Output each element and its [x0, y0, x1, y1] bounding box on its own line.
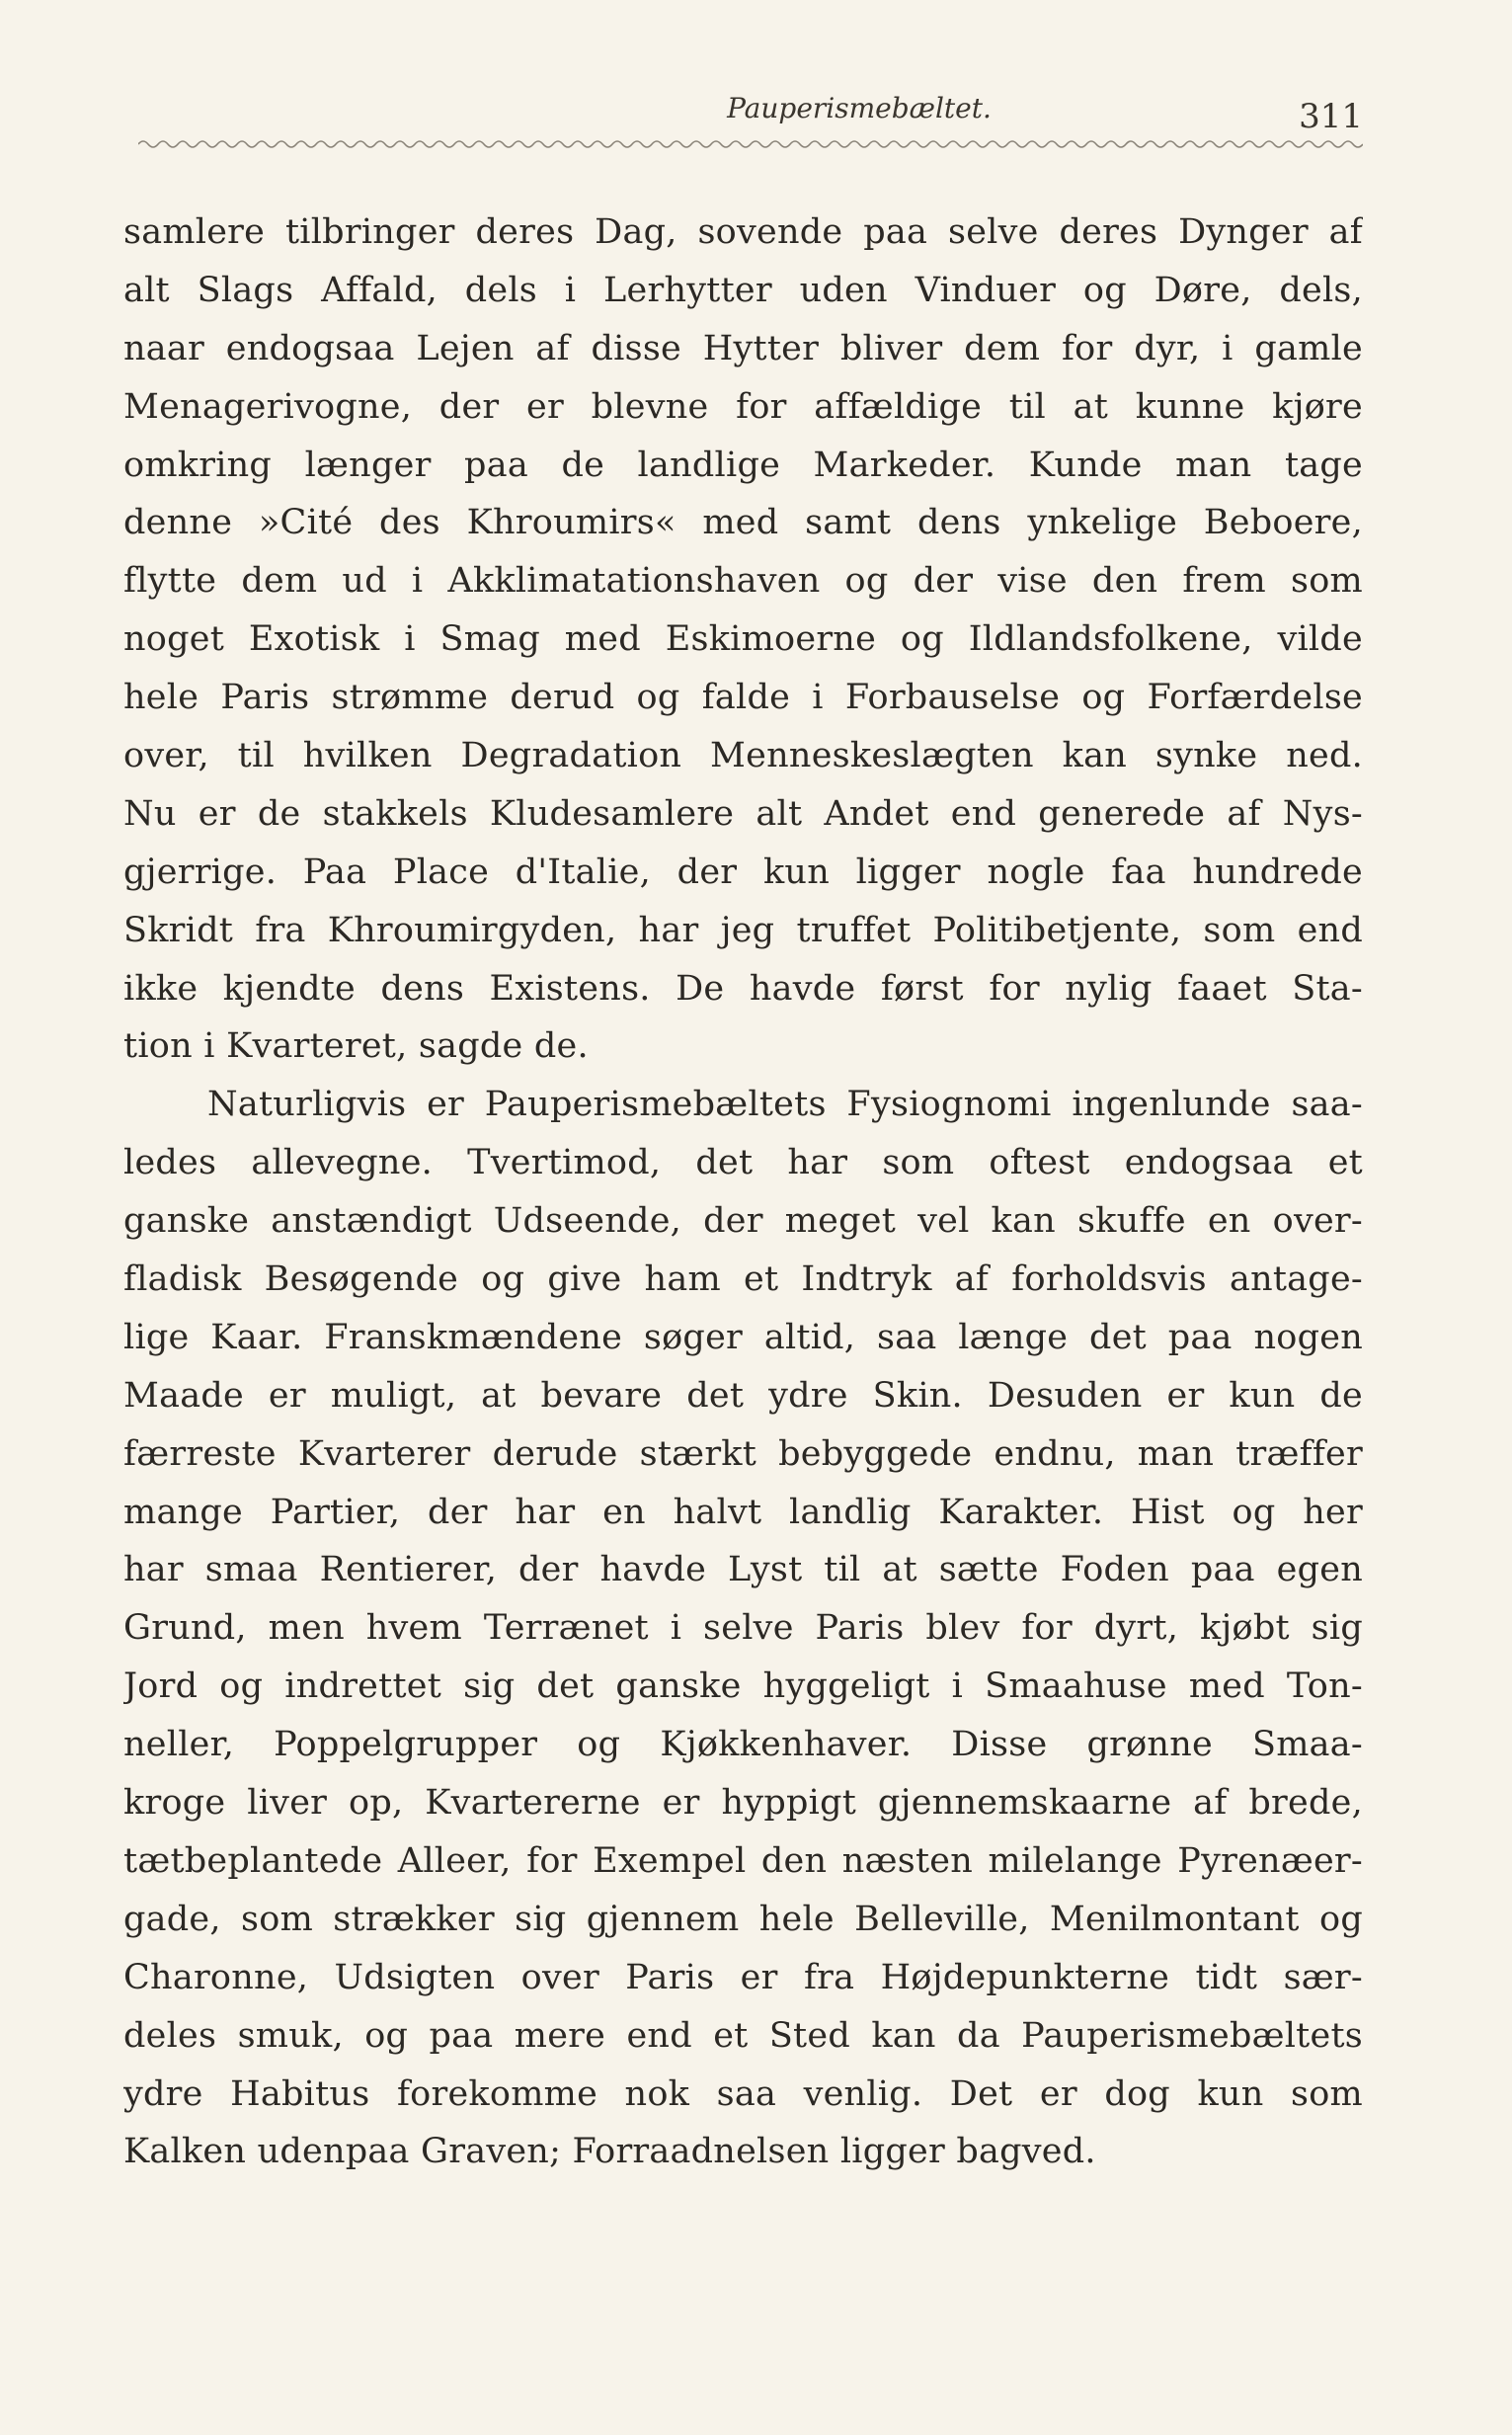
text-line: ganske anstændigt Udseende, der meget vel kan skuffe en over-	[123, 1201, 1363, 1242]
text-line: noget Exotisk i Smag med Eskimoerne og Ildlandsfolkene, vilde	[123, 619, 1363, 660]
text-line: naar endogsaa Lejen af disse Hytter bliver dem for dyr, i gamle	[123, 328, 1363, 368]
text-line: tætbeplantede Alleer, for Exempel den næsten milelange Pyrenæer-	[123, 1840, 1363, 1881]
body-text	[123, 203, 1363, 2181]
text-line: alt Slags Affald, dels i Lerhytter uden Vinduer og Døre, dels,	[123, 270, 1363, 310]
text-line: flytte dem ud i Akklimatationshaven og der vise den frem som	[123, 561, 1363, 602]
text-line: Menagerivogne, der er blevne for affældige til at kunne kjøre	[123, 386, 1363, 427]
text-line: færreste Kvarterer derude stærkt bebyggede endnu, man træffer	[123, 1433, 1363, 1474]
decorative-wavy-rule	[138, 138, 1363, 150]
text-line: Skridt fra Khroumirgyden, har jeg truffet Politibetjente, som end	[123, 910, 1363, 950]
text-line: ikke kjendte dens Existens. De havde først for nylig faaet Sta-	[123, 968, 1363, 1009]
running-title: Pauperismebæltet.	[727, 92, 992, 124]
text-line: over, til hvilken Degradation Menneskeslægten kan synke ned.	[123, 736, 1363, 776]
text-line: har smaa Rentierer, der havde Lyst til at sætte Foden paa egen	[123, 1550, 1363, 1590]
text-line: gjerrige. Paa Place d'Italie, der kun ligger nogle faa hundrede	[123, 852, 1363, 892]
text-line: hele Paris strømme derud og falde i Forbauselse og Forfærdelse	[123, 678, 1363, 718]
text-line: gade, som strækker sig gjennem hele Belleville, Menilmontant og	[123, 1899, 1363, 1939]
text-line: Jord og indrettet sig det ganske hyggeligt i Smaahuse med Ton-	[123, 1666, 1363, 1707]
text-line: Nu er de stakkels Kludesamlere alt Andet end generede af Nys-	[123, 793, 1363, 834]
text-line: omkring længer paa de landlige Markeder. Kunde man tage	[123, 445, 1363, 485]
text-line: Naturligvis er Pauperismebæltets Fysiognomi ingenlunde saa-	[207, 1085, 1363, 1125]
text-line: Maade er muligt, at bevare det ydre Skin. Desuden er kun de	[123, 1375, 1363, 1416]
text-line: Kalken udenpaa Graven; Forraadnelsen ligger bagved.	[123, 2132, 1096, 2172]
text-line: fladisk Besøgende og give ham et Indtryk af forholdsvis antage-	[123, 1259, 1363, 1300]
text-line: Grund, men hvem Terrænet i selve Paris blev for dyrt, kjøbt sig	[123, 1608, 1363, 1649]
text-line: lige Kaar. Franskmændene søger altid, saa længe det paa nogen	[123, 1317, 1363, 1357]
text-line: samlere tilbringer deres Dag, sovende paa selve deres Dynger af	[123, 212, 1363, 252]
text-line: tion i Kvarteret, sagde de.	[123, 1026, 589, 1067]
text-line: neller, Poppelgrupper og Kjøkkenhaver. Disse grønne Smaa-	[123, 1725, 1363, 1765]
text-line: ydre Habitus forekomme nok saa venlig. Det er dog kun som	[123, 2073, 1363, 2114]
text-line: kroge liver op, Kvartererne er hyppigt gjennemskaarne af brede,	[123, 1783, 1363, 1824]
text-line: denne »Cité des Khroumirs« med samt dens ynkelige Beboere,	[123, 503, 1363, 543]
text-line: mange Partier, der har en halvt landlig Karakter. Hist og her	[123, 1492, 1363, 1532]
text-line: Charonne, Udsigten over Paris er fra Højdepunkterne tidt sær-	[123, 1957, 1363, 1997]
running-head	[138, 91, 1363, 154]
page-number: 311	[1299, 97, 1363, 136]
text-line: deles smuk, og paa mere end et Sted kan da Pauperismebæltets	[123, 2015, 1363, 2056]
text-line: ledes allevegne. Tvertimod, det har som oftest endogsaa et	[123, 1143, 1363, 1183]
